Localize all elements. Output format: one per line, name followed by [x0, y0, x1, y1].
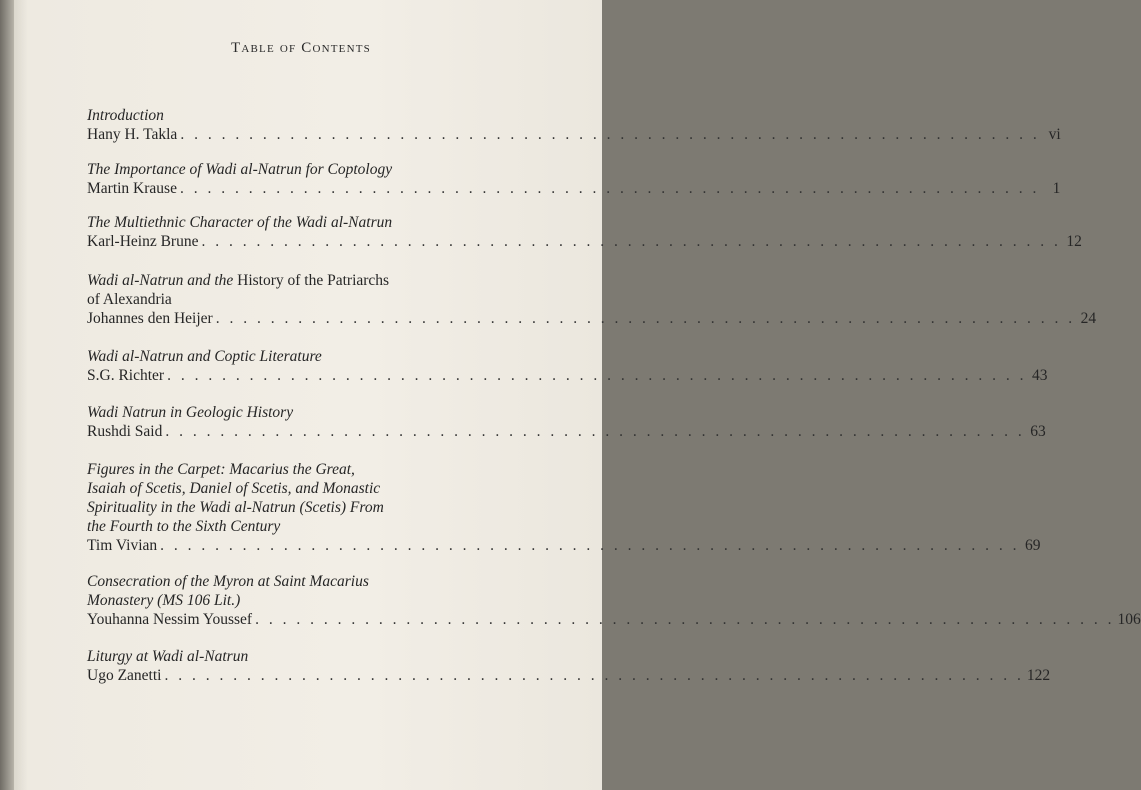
dot-leader: . . . . . . . . . . . . . . . . . . . . . . . . . . . . . . . . . . . . . . . . . . . . . . . . . . . . . . . . . . . . . . .: [165, 423, 1025, 440]
toc-entry-6: [87, 403, 1046, 441]
entry-author-line: [87, 125, 1061, 144]
toc-entry-3: [87, 213, 1082, 251]
entry-author: S.G. Richter: [87, 367, 165, 384]
toc-entry-2: [87, 160, 1061, 198]
entry-author: Tim Vivian: [87, 537, 158, 554]
dot-leader: . . . . . . . . . . . . . . . . . . . . . . . . . . . . . . . . . . . . . . . . . . . . . . . . . . . . . . . . . . . . . . .: [180, 126, 1040, 143]
toc-entry-7: [87, 460, 1041, 555]
entry-title: The Multiethnic Character of the Wadi al-Natrun: [87, 214, 393, 231]
entry-author-line: [87, 536, 1041, 555]
dot-leader: . . . . . . . . . . . . . . . . . . . . . . . . . . . . . . . . . . . . . . . . . . . . . . . . . . . . . . . . . . . . . . .: [160, 537, 1020, 554]
dot-leader: . . . . . . . . . . . . . . . . . . . . . . . . . . . . . . . . . . . . . . . . . . . . . . . . . . . . . . . . . . . . . . .: [167, 367, 1027, 384]
entry-author: Ugo Zanetti: [87, 667, 162, 684]
entry-author-line: [87, 309, 1097, 328]
page-title: Table of Contents: [231, 40, 371, 56]
entry-title-line-1: Consecration of the Myron at Saint Macarius: [87, 573, 369, 590]
dot-leader: . . . . . . . . . . . . . . . . . . . . . . . . . . . . . . . . . . . . . . . . . . . . . . . . . . . . . . . . . . . . . . .: [255, 611, 1115, 628]
entry-title-line-4: the Fourth to the Sixth Century: [87, 518, 281, 535]
toc-entry-1: [87, 106, 1061, 144]
toc-entry-5: [87, 347, 1048, 385]
entry-title-line-1: Figures in the Carpet: Macarius the Great,: [87, 461, 355, 478]
toc-entry-9: [87, 647, 1051, 685]
entry-page-number: 69: [1025, 537, 1041, 554]
entry-author: Karl-Heinz Brune: [87, 233, 199, 250]
entry-author: Martin Krause: [87, 180, 177, 197]
entry-author-line: [87, 610, 1141, 629]
entry-title: Liturgy at Wadi al-Natrun: [87, 648, 249, 665]
dot-leader: . . . . . . . . . . . . . . . . . . . . . . . . . . . . . . . . . . . . . . . . . . . . . . . . . . . . . . . . . . . . . . .: [164, 667, 1024, 684]
entry-page-number: 1: [1052, 180, 1061, 197]
entry-title: Introduction: [87, 107, 164, 124]
entry-author: Johannes den Heijer: [87, 310, 213, 327]
entry-page-number: 24: [1080, 310, 1097, 327]
entry-page-number: 63: [1030, 423, 1046, 440]
entry-title-line-2: of Alexandria: [87, 291, 172, 308]
dot-leader: . . . . . . . . . . . . . . . . . . . . . . . . . . . . . . . . . . . . . . . . . . . . . . . . . . . . . . . . . . . . . . .: [201, 233, 1061, 250]
entry-author: Rushdi Said: [87, 423, 163, 440]
entry-author-line: [87, 666, 1051, 685]
entry-title-italic: Wadi al-Natrun and the: [87, 272, 234, 289]
entry-title: Wadi al-Natrun and Coptic Literature: [87, 348, 322, 365]
toc-entry-4: [87, 271, 1097, 328]
entry-title-roman: History of the Patriarchs: [237, 272, 390, 289]
entry-author-line: [87, 422, 1046, 441]
toc-entry-8: [87, 572, 1141, 629]
entry-title-line-2: Monastery (MS 106 Lit.): [87, 592, 241, 609]
entry-title-line-3: Spirituality in the Wadi al-Natrun (Scetis) From: [87, 499, 384, 516]
entry-author: Hany H. Takla: [87, 126, 178, 143]
entry-page-number: 106: [1117, 611, 1141, 628]
entry-title: The Importance of Wadi al-Natrun for Coptology: [87, 161, 393, 178]
entry-title: [87, 271, 555, 290]
dot-leader: . . . . . . . . . . . . . . . . . . . . . . . . . . . . . . . . . . . . . . . . . . . . . . . . . . . . . . . . . . . . . . .: [215, 310, 1076, 327]
dot-leader: . . . . . . . . . . . . . . . . . . . . . . . . . . . . . . . . . . . . . . . . . . . . . . . . . . . . . . . . . . . . . . .: [179, 180, 1040, 197]
entry-author: Youhanna Nessim Youssef: [87, 611, 253, 628]
entry-title-line-2: Isaiah of Scetis, Daniel of Scetis, and Monastic: [87, 480, 381, 497]
entry-title: Wadi Natrun in Geologic History: [87, 404, 294, 421]
entry-author-line: [87, 366, 1048, 385]
entry-page-number: 43: [1031, 367, 1048, 384]
entry-author-line: [87, 179, 1061, 198]
entry-page-number: 122: [1026, 667, 1051, 684]
entry-author-line: [87, 232, 1082, 251]
page-gutter: [0, 0, 14, 790]
entry-page-number: 12: [1066, 233, 1082, 250]
entry-page-number: vi: [1048, 126, 1061, 143]
